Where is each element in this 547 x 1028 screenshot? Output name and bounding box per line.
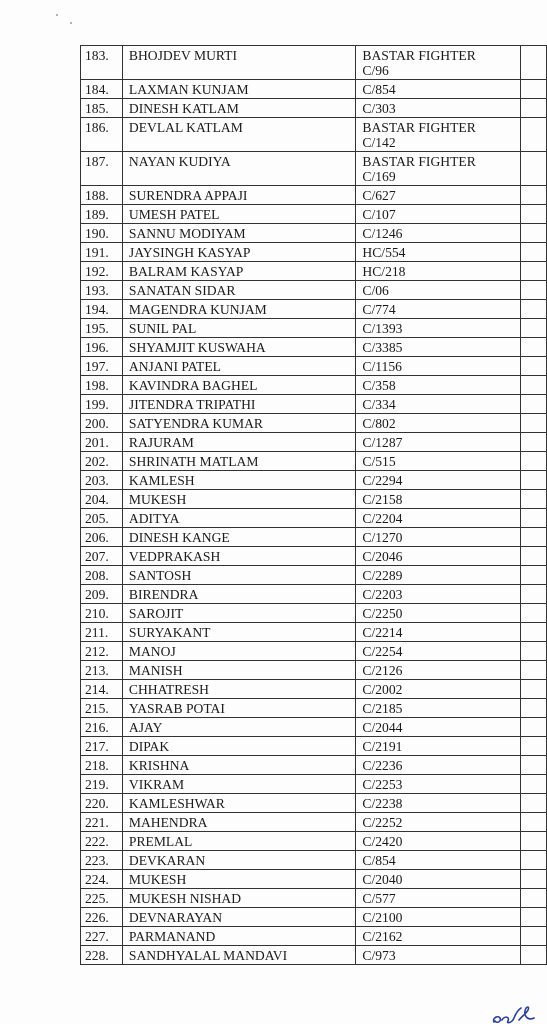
serial-number-cell: 197.	[81, 357, 123, 376]
blank-cell	[521, 414, 547, 433]
serial-number-cell: 222.	[81, 832, 123, 851]
serial-number-cell: 217.	[81, 737, 123, 756]
name-cell: BHOJDEV MURTI	[122, 46, 356, 80]
rank-number-line: C/854	[362, 82, 396, 97]
rank-number-line: HC/218	[362, 264, 406, 279]
rank-number-line: C/2294	[362, 473, 403, 488]
table-row	[81, 528, 547, 547]
rank-number-line: C/2238	[362, 796, 403, 811]
serial-number-cell: 189.	[81, 205, 123, 224]
table-row	[81, 661, 547, 680]
serial-number-cell: 218.	[81, 756, 123, 775]
table-row	[81, 281, 547, 300]
rank-number-cell	[356, 300, 521, 319]
rank-number-line: C/358	[362, 378, 396, 393]
serial-number-cell: 186.	[81, 118, 123, 152]
serial-number-cell: 200.	[81, 414, 123, 433]
name-cell: SUNIL PAL	[122, 319, 356, 338]
serial-number-cell: 203.	[81, 471, 123, 490]
table-row	[81, 300, 547, 319]
serial-number-cell: 211.	[81, 623, 123, 642]
rank-number-cell	[356, 471, 521, 490]
blank-cell	[521, 243, 547, 262]
serial-number-cell: 188.	[81, 186, 123, 205]
rank-number-cell	[356, 224, 521, 243]
serial-number-cell: 223.	[81, 851, 123, 870]
blank-cell	[521, 794, 547, 813]
rank-number-line: C/06	[362, 283, 389, 298]
serial-number-cell: 194.	[81, 300, 123, 319]
handwritten-signature	[488, 996, 547, 1028]
blank-cell	[521, 99, 547, 118]
name-cell: SANDHYALAL MANDAVI	[122, 946, 356, 965]
name-cell: ADITYA	[122, 509, 356, 528]
serial-number-cell: 215.	[81, 699, 123, 718]
rank-number-line: C/107	[362, 207, 396, 222]
blank-cell	[521, 604, 547, 623]
rank-number-line: C/2040	[362, 872, 403, 887]
serial-number-cell: 207.	[81, 547, 123, 566]
table-row	[81, 547, 547, 566]
rank-number-line: C/2185	[362, 701, 403, 716]
serial-number-cell: 220.	[81, 794, 123, 813]
table-row	[81, 946, 547, 965]
serial-number-cell: 205.	[81, 509, 123, 528]
blank-cell	[521, 357, 547, 376]
rank-number-line: C/1287	[362, 435, 403, 450]
rank-number-line: C/802	[362, 416, 396, 431]
rank-number-cell	[356, 946, 521, 965]
rank-number-line: C/2100	[362, 910, 403, 925]
rank-number-cell	[356, 813, 521, 832]
name-cell: MUKESH NISHAD	[122, 889, 356, 908]
table-row	[81, 585, 547, 604]
table-row	[81, 851, 547, 870]
table-row	[81, 152, 547, 186]
rank-number-line: C/2044	[362, 720, 403, 735]
table-row	[81, 680, 547, 699]
rank-number-cell	[356, 756, 521, 775]
serial-number-cell: 219.	[81, 775, 123, 794]
rank-number-cell	[356, 99, 521, 118]
rank-number-line: C/2002	[362, 682, 403, 697]
rank-number-cell	[356, 528, 521, 547]
table-row	[81, 224, 547, 243]
name-cell: SANTOSH	[122, 566, 356, 585]
table-row	[81, 832, 547, 851]
name-cell: MANISH	[122, 661, 356, 680]
blank-cell	[521, 813, 547, 832]
name-cell: JAYSINGH KASYAP	[122, 243, 356, 262]
blank-cell	[521, 775, 547, 794]
rank-number-cell	[356, 832, 521, 851]
blank-cell	[521, 376, 547, 395]
name-cell: DEVLAL KATLAM	[122, 118, 356, 152]
name-cell: SATYENDRA KUMAR	[122, 414, 356, 433]
serial-number-cell: 212.	[81, 642, 123, 661]
name-cell: DEVNARAYAN	[122, 908, 356, 927]
table-row	[81, 870, 547, 889]
blank-cell	[521, 281, 547, 300]
table-row	[81, 395, 547, 414]
rank-number-line: C/2203	[362, 587, 403, 602]
rank-number-cell	[356, 870, 521, 889]
rank-number-line: C/2252	[362, 815, 403, 830]
name-cell: KAMLESH	[122, 471, 356, 490]
serial-number-cell: 213.	[81, 661, 123, 680]
blank-cell	[521, 832, 547, 851]
rank-number-cell	[356, 699, 521, 718]
rank-number-cell	[356, 395, 521, 414]
rank-number-cell	[356, 604, 521, 623]
rank-number-line: BASTAR FIGHTER	[362, 120, 476, 135]
blank-cell	[521, 490, 547, 509]
table-row	[81, 509, 547, 528]
blank-cell	[521, 186, 547, 205]
table-row	[81, 46, 547, 80]
blank-cell	[521, 118, 547, 152]
name-cell: AJAY	[122, 718, 356, 737]
rank-number-line: C/774	[362, 302, 396, 317]
rank-number-cell	[356, 794, 521, 813]
blank-cell	[521, 585, 547, 604]
serial-number-cell: 190.	[81, 224, 123, 243]
blank-cell	[521, 471, 547, 490]
rank-number-cell	[356, 775, 521, 794]
serial-number-cell: 214.	[81, 680, 123, 699]
rank-number-cell	[356, 661, 521, 680]
rank-number-cell	[356, 927, 521, 946]
table-row	[81, 908, 547, 927]
rank-number-cell	[356, 680, 521, 699]
name-cell: MANOJ	[122, 642, 356, 661]
name-cell: DINESH KANGE	[122, 528, 356, 547]
name-cell: YASRAB POTAI	[122, 699, 356, 718]
table-row	[81, 566, 547, 585]
name-cell: MUKESH	[122, 490, 356, 509]
table-row	[81, 262, 547, 281]
blank-cell	[521, 927, 547, 946]
rank-number-cell	[356, 338, 521, 357]
blank-cell	[521, 528, 547, 547]
rank-number-line: C/2250	[362, 606, 403, 621]
table-row	[81, 794, 547, 813]
rank-number-line: C/973	[362, 948, 396, 963]
name-cell: MUKESH	[122, 870, 356, 889]
rank-number-line: C/1393	[362, 321, 403, 336]
name-cell: MAGENDRA KUNJAM	[122, 300, 356, 319]
name-cell: SHRINATH MATLAM	[122, 452, 356, 471]
table-row	[81, 623, 547, 642]
rank-number-cell	[356, 452, 521, 471]
name-cell: KRISHNA	[122, 756, 356, 775]
name-cell: VIKRAM	[122, 775, 356, 794]
rank-number-line: C/3385	[362, 340, 403, 355]
rank-number-line: C/96	[362, 63, 389, 78]
table-row	[81, 414, 547, 433]
rank-number-cell	[356, 889, 521, 908]
name-cell: PARMANAND	[122, 927, 356, 946]
rank-number-line: C/169	[362, 169, 396, 184]
serial-number-cell: 193.	[81, 281, 123, 300]
blank-cell	[521, 262, 547, 281]
blank-cell	[521, 80, 547, 99]
rank-number-cell	[356, 243, 521, 262]
serial-number-cell: 216.	[81, 718, 123, 737]
name-cell: UMESH PATEL	[122, 205, 356, 224]
rank-number-cell	[356, 262, 521, 281]
serial-number-cell: 224.	[81, 870, 123, 889]
blank-cell	[521, 452, 547, 471]
table-row	[81, 186, 547, 205]
rank-number-line: C/2420	[362, 834, 403, 849]
rank-number-line: BASTAR FIGHTER	[362, 154, 476, 169]
rank-number-cell	[356, 585, 521, 604]
rank-number-line: C/2158	[362, 492, 403, 507]
blank-cell	[521, 642, 547, 661]
blank-cell	[521, 547, 547, 566]
rank-number-line: C/2046	[362, 549, 403, 564]
table-row	[81, 80, 547, 99]
serial-number-cell: 192.	[81, 262, 123, 281]
table-row	[81, 205, 547, 224]
rank-number-line: C/2214	[362, 625, 403, 640]
serial-number-cell: 196.	[81, 338, 123, 357]
table-row	[81, 889, 547, 908]
serial-number-cell: 198.	[81, 376, 123, 395]
rank-number-cell	[356, 433, 521, 452]
name-cell: NAYAN KUDIYA	[122, 152, 356, 186]
rank-number-cell	[356, 46, 521, 80]
table-row	[81, 699, 547, 718]
rank-number-line: C/627	[362, 188, 396, 203]
name-cell: PREMLAL	[122, 832, 356, 851]
blank-cell	[521, 623, 547, 642]
blank-cell	[521, 946, 547, 965]
rank-number-cell	[356, 376, 521, 395]
rank-number-line: C/515	[362, 454, 396, 469]
serial-number-cell: 228.	[81, 946, 123, 965]
table-row	[81, 376, 547, 395]
serial-number-cell: 225.	[81, 889, 123, 908]
name-cell: KAVINDRA BAGHEL	[122, 376, 356, 395]
serial-number-cell: 195.	[81, 319, 123, 338]
table-row	[81, 452, 547, 471]
rank-number-line: C/854	[362, 853, 396, 868]
name-cell: JITENDRA TRIPATHI	[122, 395, 356, 414]
rank-number-cell	[356, 509, 521, 528]
rank-number-line: C/2254	[362, 644, 403, 659]
serial-number-cell: 187.	[81, 152, 123, 186]
rank-number-line: C/577	[362, 891, 396, 906]
rank-number-cell	[356, 642, 521, 661]
rank-number-line: C/2289	[362, 568, 403, 583]
serial-number-cell: 183.	[81, 46, 123, 80]
name-cell: DIPAK	[122, 737, 356, 756]
table-row	[81, 642, 547, 661]
blank-cell	[521, 566, 547, 585]
name-cell: MAHENDRA	[122, 813, 356, 832]
blank-cell	[521, 300, 547, 319]
rank-number-cell	[356, 623, 521, 642]
rank-number-line: C/334	[362, 397, 396, 412]
table-row	[81, 99, 547, 118]
personnel-table	[80, 45, 547, 965]
blank-cell	[521, 661, 547, 680]
table-row	[81, 319, 547, 338]
serial-number-cell: 226.	[81, 908, 123, 927]
name-cell: BALRAM KASYAP	[122, 262, 356, 281]
rank-number-cell	[356, 851, 521, 870]
rank-number-line: C/1156	[362, 359, 402, 374]
table-row	[81, 604, 547, 623]
serial-number-cell: 202.	[81, 452, 123, 471]
blank-cell	[521, 756, 547, 775]
rank-number-line: C/1270	[362, 530, 403, 545]
table-row	[81, 490, 547, 509]
name-cell: LAXMAN KUNJAM	[122, 80, 356, 99]
blank-cell	[521, 870, 547, 889]
rank-number-cell	[356, 737, 521, 756]
personnel-table-wrapper	[80, 45, 547, 965]
serial-number-cell: 199.	[81, 395, 123, 414]
blank-cell	[521, 152, 547, 186]
rank-number-line: HC/554	[362, 245, 406, 260]
serial-number-cell: 201.	[81, 433, 123, 452]
name-cell: BIRENDRA	[122, 585, 356, 604]
name-cell: SHYAMJIT KUSWAHA	[122, 338, 356, 357]
scan-speck	[70, 22, 72, 24]
blank-cell	[521, 699, 547, 718]
name-cell: DINESH KATLAM	[122, 99, 356, 118]
name-cell: SANATAN SIDAR	[122, 281, 356, 300]
serial-number-cell: 185.	[81, 99, 123, 118]
name-cell: SAROJIT	[122, 604, 356, 623]
table-row	[81, 338, 547, 357]
blank-cell	[521, 224, 547, 243]
rank-number-line: C/2204	[362, 511, 403, 526]
rank-number-cell	[356, 118, 521, 152]
rank-number-line: C/2191	[362, 739, 403, 754]
table-row	[81, 357, 547, 376]
blank-cell	[521, 889, 547, 908]
name-cell: RAJURAM	[122, 433, 356, 452]
name-cell: DEVKARAN	[122, 851, 356, 870]
serial-number-cell: 191.	[81, 243, 123, 262]
rank-number-cell	[356, 80, 521, 99]
rank-number-line: C/2236	[362, 758, 403, 773]
serial-number-cell: 210.	[81, 604, 123, 623]
serial-number-cell: 204.	[81, 490, 123, 509]
rank-number-cell	[356, 281, 521, 300]
scan-speck	[56, 14, 58, 16]
table-row	[81, 118, 547, 152]
rank-number-line: C/1246	[362, 226, 403, 241]
blank-cell	[521, 395, 547, 414]
serial-number-cell: 208.	[81, 566, 123, 585]
blank-cell	[521, 908, 547, 927]
name-cell: SURENDRA APPAJI	[122, 186, 356, 205]
table-row	[81, 737, 547, 756]
name-cell: SURYAKANT	[122, 623, 356, 642]
table-row	[81, 756, 547, 775]
name-cell: SANNU MODIYAM	[122, 224, 356, 243]
rank-number-line: BASTAR FIGHTER	[362, 48, 476, 63]
serial-number-cell: 221.	[81, 813, 123, 832]
serial-number-cell: 209.	[81, 585, 123, 604]
rank-number-cell	[356, 357, 521, 376]
name-cell: KAMLESHWAR	[122, 794, 356, 813]
blank-cell	[521, 680, 547, 699]
rank-number-cell	[356, 908, 521, 927]
rank-number-cell	[356, 414, 521, 433]
table-row	[81, 775, 547, 794]
table-row	[81, 927, 547, 946]
table-row	[81, 471, 547, 490]
rank-number-line: C/2253	[362, 777, 403, 792]
blank-cell	[521, 319, 547, 338]
name-cell: CHHATRESH	[122, 680, 356, 699]
rank-number-cell	[356, 566, 521, 585]
serial-number-cell: 184.	[81, 80, 123, 99]
blank-cell	[521, 205, 547, 224]
rank-number-cell	[356, 205, 521, 224]
rank-number-cell	[356, 490, 521, 509]
blank-cell	[521, 509, 547, 528]
name-cell: VEDPRAKASH	[122, 547, 356, 566]
table-row	[81, 243, 547, 262]
blank-cell	[521, 46, 547, 80]
rank-number-line: C/2162	[362, 929, 403, 944]
serial-number-cell: 206.	[81, 528, 123, 547]
blank-cell	[521, 718, 547, 737]
rank-number-line: C/2126	[362, 663, 403, 678]
rank-number-cell	[356, 186, 521, 205]
rank-number-cell	[356, 152, 521, 186]
table-row	[81, 718, 547, 737]
serial-number-cell: 227.	[81, 927, 123, 946]
blank-cell	[521, 851, 547, 870]
blank-cell	[521, 433, 547, 452]
rank-number-line: C/303	[362, 101, 396, 116]
personnel-table-body	[81, 46, 547, 965]
table-row	[81, 433, 547, 452]
blank-cell	[521, 338, 547, 357]
rank-number-line: C/142	[362, 135, 396, 150]
rank-number-cell	[356, 319, 521, 338]
blank-cell	[521, 737, 547, 756]
table-row	[81, 813, 547, 832]
name-cell: ANJANI PATEL	[122, 357, 356, 376]
rank-number-cell	[356, 547, 521, 566]
rank-number-cell	[356, 718, 521, 737]
